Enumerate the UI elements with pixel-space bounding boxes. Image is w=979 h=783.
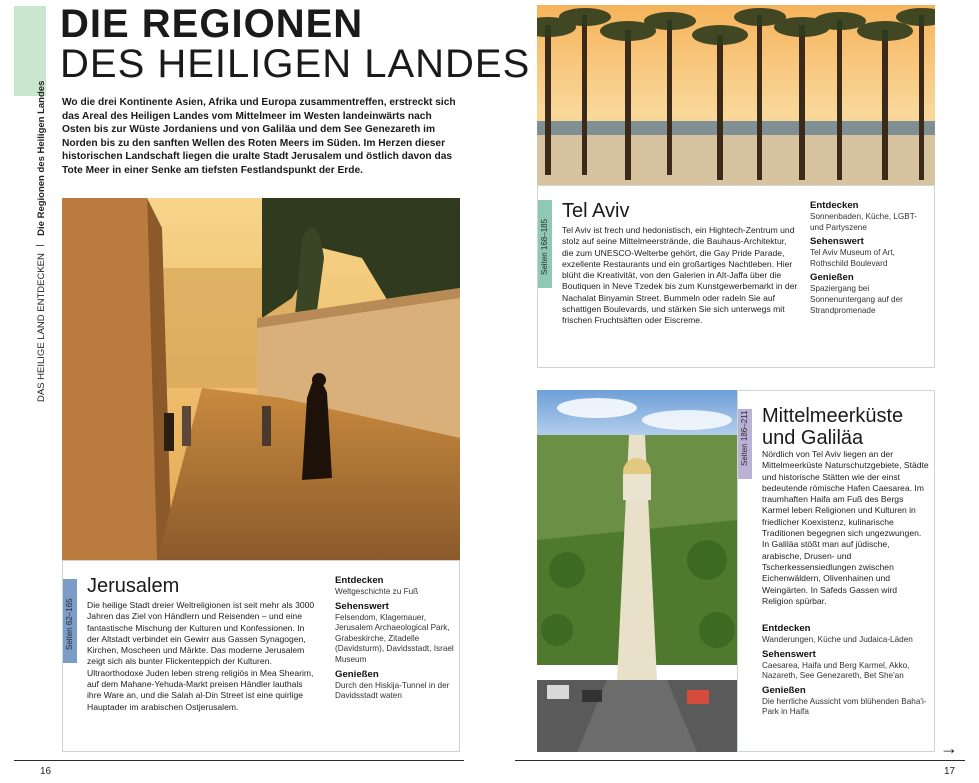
jerusalem-discover-value: Weltgeschichte zu Fuß xyxy=(335,587,419,596)
jerusalem-photo xyxy=(62,198,460,560)
telaviv-enjoy-label: Genießen xyxy=(810,272,854,284)
telaviv-sights-label: Sehenswert xyxy=(810,236,864,248)
telaviv-enjoy-value: Spaziergang bei Sonnenuntergang auf der Strandpromenade xyxy=(810,284,903,315)
telaviv-beach-illustration xyxy=(537,5,935,185)
galilee-description: Nördlich von Tel Aviv liegen an der Mittelmeerküste Naturschutzgebiete, Städte und historische Stätten wie der einst bedeutende römische Hafen Caesarea. Im traumhaften Haifa am Fuß des Bergs Karmel leben Religionen und Kulturen in friedlicher Koexistenz, kulinarische Traditionen begegnen sich ungezwungen. In Galiläa stößt man auf jüdische, arabische, Drusen- und Tscherkessensiedlungen zwischen Eichenwäldern, Olivenhainen und Weingärten. In Safeds Gassen wird Religion spürbar. xyxy=(762,449,929,606)
region-card-jerusalem xyxy=(62,560,460,752)
telaviv-discover-value: Sonnenbaden, Küche, LGBT- und Partyszene xyxy=(810,212,917,232)
telaviv-description: Tel Aviv ist frech und hedonistisch, ein Hightech-Zentrum und stolz auf seine Mittelmeerstrände, die Bauhaus-Architektur, die zum UNESCO-Welterbe gehört, die Gay Pride Parade, exzellente Restaurants und ein großartiges Nachtleben. Hier blüht die Kreativität, von den Galerien in Alt-Jaffa über die Boutiquen in Neve Tzedek bis zum Kunstgewerbemarkt in der Nachalat Binyamin Street. Bummeln oder radeln Sie auf schattigen Boulevards, und stärken Sie sich unterwegs mit frischen Fruchtsäften oder Eiscreme. xyxy=(562,225,798,326)
jerusalem-enjoy-value: Durch den Hiskija-Tunnel in der Davidsstadt waten xyxy=(335,680,450,701)
jerusalem-title: Jerusalem xyxy=(87,575,180,597)
region-card-galilee xyxy=(737,390,935,752)
telaviv-sights-value: Tel Aviv Museum of Art, Rothschild Boulevard xyxy=(810,248,895,268)
jerusalem-color-strip xyxy=(63,579,77,663)
galilee-color-strip xyxy=(738,409,752,479)
galilee-highlights xyxy=(762,623,930,721)
page-number-right: 17 xyxy=(944,766,956,777)
galilee-photo xyxy=(537,390,737,752)
galilee-title: Mittelmeerküste und Galiläa xyxy=(762,405,904,449)
galilee-pages: Seiten 186–211 xyxy=(740,410,749,466)
intro-paragraph: Wo die drei Kontinente Asien, Afrika und Europa zusammentreffen, erstreckt sich das Areal des Heiligen Landes vom Mittelmeer im Westen landeinwärts nach Osten bis zur Wüste Jordaniens und von Galiläa und dem See Genezareth im Norden bis zu den sanften Wellen des Roten Meers im Süden. Im Herzen dieser historischen Landschaft liegen die uralte Stadt Jerusalem und östlich davon das Tote Meer in einer Senke am tiefsten Festlandspunkt der Erde. xyxy=(62,97,456,176)
page-title-line2: DES HEILIGEN LANDES xyxy=(60,42,531,86)
galilee-enjoy-value: Die herrliche Aussicht vom blühenden Baha'i-Park in Haifa xyxy=(762,696,927,717)
galilee-sights-value: Caesarea, Haifa und Berg Karmel, Akko, Nazareth, See Genezareth, Bet She'an xyxy=(762,660,910,681)
footer-divider-right xyxy=(515,760,965,761)
galilee-discover-label: Entdecken xyxy=(762,623,811,634)
jerusalem-pages: Seiten 62–165 xyxy=(65,598,74,650)
haifa-gardens-illustration xyxy=(537,390,737,752)
galilee-enjoy-label: Genießen xyxy=(762,684,806,696)
telaviv-color-strip xyxy=(538,200,552,288)
telaviv-highlights xyxy=(810,200,928,319)
telaviv-pages: Seiten 168–185 xyxy=(540,218,549,275)
jerusalem-sights-label: Sehenswert xyxy=(335,600,389,612)
page-title-line1: DIE REGIONEN xyxy=(60,2,364,46)
footer-divider-left xyxy=(14,760,464,761)
telaviv-title: Tel Aviv xyxy=(562,200,630,222)
galilee-sights-label: Sehenswert xyxy=(762,648,816,660)
side-label-chapter: Die Regionen des Heiligen Landes xyxy=(36,80,47,236)
jerusalem-discover-label: Entdecken xyxy=(335,575,384,586)
jerusalem-enjoy-label: Genießen xyxy=(335,668,379,680)
next-page-arrow-icon[interactable]: → xyxy=(940,738,958,758)
jerusalem-highlights xyxy=(335,575,455,705)
galilee-discover-value: Wanderungen, Küche und Judaica-Läden xyxy=(762,635,913,644)
region-card-telaviv xyxy=(537,185,935,368)
telaviv-discover-label: Entdecken xyxy=(810,200,859,211)
telaviv-photo xyxy=(537,5,935,185)
jerusalem-description: Die heilige Stadt dreier Weltreligionen ist seit mehr als 3000 Jahren das Ziel von Händlern und Reisenden – und eine fantastische Mischung der Kulturen und Konfessionen. In der Altstadt verbindet ein Gewirr aus Gassen Synagogen, Kirchen, Moscheen und Märkte. Das moderne Jerusalem zeigt sich als bunter Flickenteppich der Kulturen. Ultraorthodoxe Juden leben streng religiös in Mea Shearim, auf dem Mahane-Yehuda-Markt preisen Händler lauthals ihre Ware an, und die Salah al-Din Street ist eine quirlige Hauptader im arabischen Ostjerusalem. xyxy=(87,600,315,712)
jerusalem-alley-illustration xyxy=(62,198,460,560)
jerusalem-sights-value: Felsendom, Klagemauer, Jerusalem Archaeological Park, Grabeskirche, Zitadelle (Davidsturm), Davidsstadt, Israel Museum xyxy=(335,612,454,664)
side-label-section: DAS HEILIGE LAND ENTDECKEN xyxy=(36,253,47,402)
page-number-left: 16 xyxy=(40,766,52,777)
